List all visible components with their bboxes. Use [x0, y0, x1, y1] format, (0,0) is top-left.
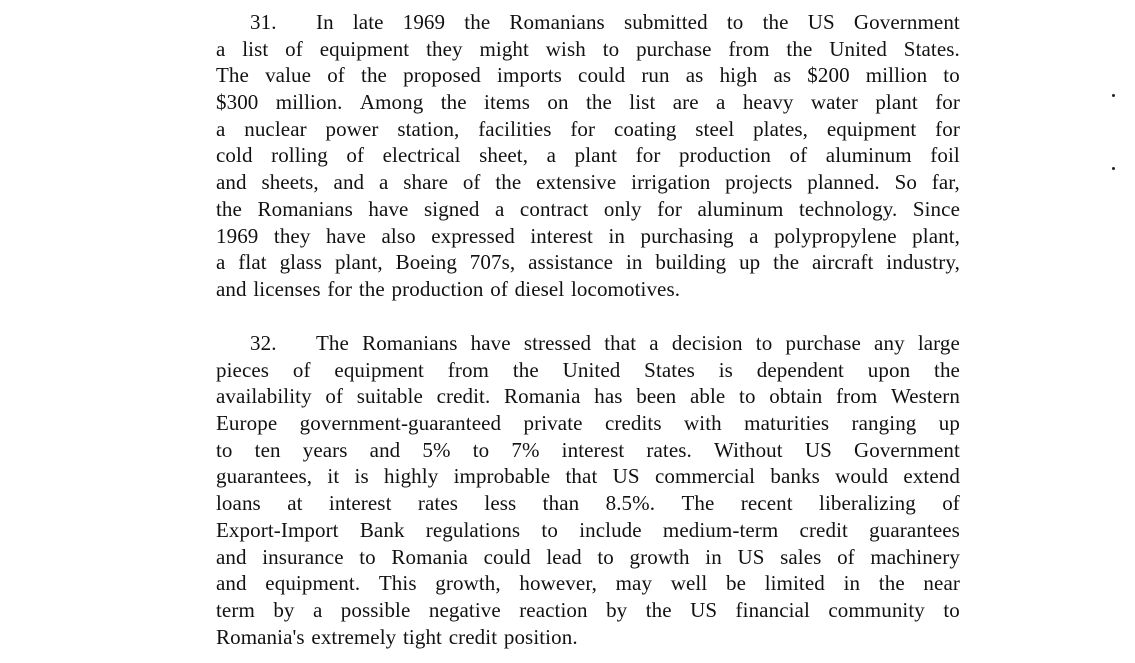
margin-speck-mark — [1112, 167, 1115, 170]
paragraph-32 — [216, 330, 960, 650]
paragraph-line: term by a possible negative reaction by the US financial community to — [216, 597, 960, 622]
paragraph-line: and equipment. This growth, however, may well be limited in the near — [216, 571, 960, 596]
paragraph-line: and licenses for the production of diesel locomotives. — [216, 276, 681, 301]
paragraph-31 — [216, 9, 960, 303]
paragraph-line: a nuclear power station, facilities for coating steel plates, equipment for — [216, 116, 960, 141]
paragraph-line: guarantees, it is highly improbable that US commercial banks would extend — [216, 464, 960, 489]
paragraph-line: the Romanians have signed a contract only for aluminum technology. Since — [216, 196, 960, 221]
paragraph-number: 31. — [250, 10, 277, 34]
paragraph-line — [216, 330, 960, 357]
paragraph-line: $300 million. Among the items on the list are a heavy water plant for — [216, 90, 960, 115]
margin-speck-mark — [1112, 94, 1115, 97]
paragraph-line: availability of suitable credit. Romania has been able to obtain from Western — [216, 384, 960, 409]
paragraph-line: Export-Import Bank regulations to include medium-term credit guarantees — [216, 517, 960, 542]
paragraph-line: a flat glass plant, Boeing 707s, assistance in building up the aircraft industry, — [216, 250, 960, 275]
paragraph-line: Romania's extremely tight credit position. — [216, 624, 578, 649]
paragraph-line — [216, 9, 960, 36]
paragraph-line: loans at interest rates less than 8.5%. The recent liberalizing of — [216, 491, 960, 516]
paragraph-line-text: The Romanians have stressed that a decision to purchase any large — [316, 331, 960, 355]
paragraph-line: a list of equipment they might wish to purchase from the United States. — [216, 36, 960, 61]
paragraph-line: to ten years and 5% to 7% interest rates. Without US Government — [216, 437, 960, 462]
paragraph-line-text: In late 1969 the Romanians submitted to the US Government — [316, 10, 960, 34]
paragraph-line: 1969 they have also expressed interest in purchasing a polypropylene plant, — [216, 223, 960, 248]
paragraph-line: and insurance to Romania could lead to growth in US sales of machinery — [216, 544, 960, 569]
paragraph-line: Europe government-guaranteed private credits with maturities ranging up — [216, 411, 960, 436]
paragraph-line: The value of the proposed imports could run as high as $200 million to — [216, 63, 960, 88]
paragraph-number: 32. — [250, 331, 277, 355]
paragraph-line: cold rolling of electrical sheet, a plant for production of aluminum foil — [216, 143, 960, 168]
paragraph-line: and sheets, and a share of the extensive irrigation projects planned. So far, — [216, 170, 960, 195]
paragraph-line: pieces of equipment from the United States is dependent upon the — [216, 357, 960, 382]
